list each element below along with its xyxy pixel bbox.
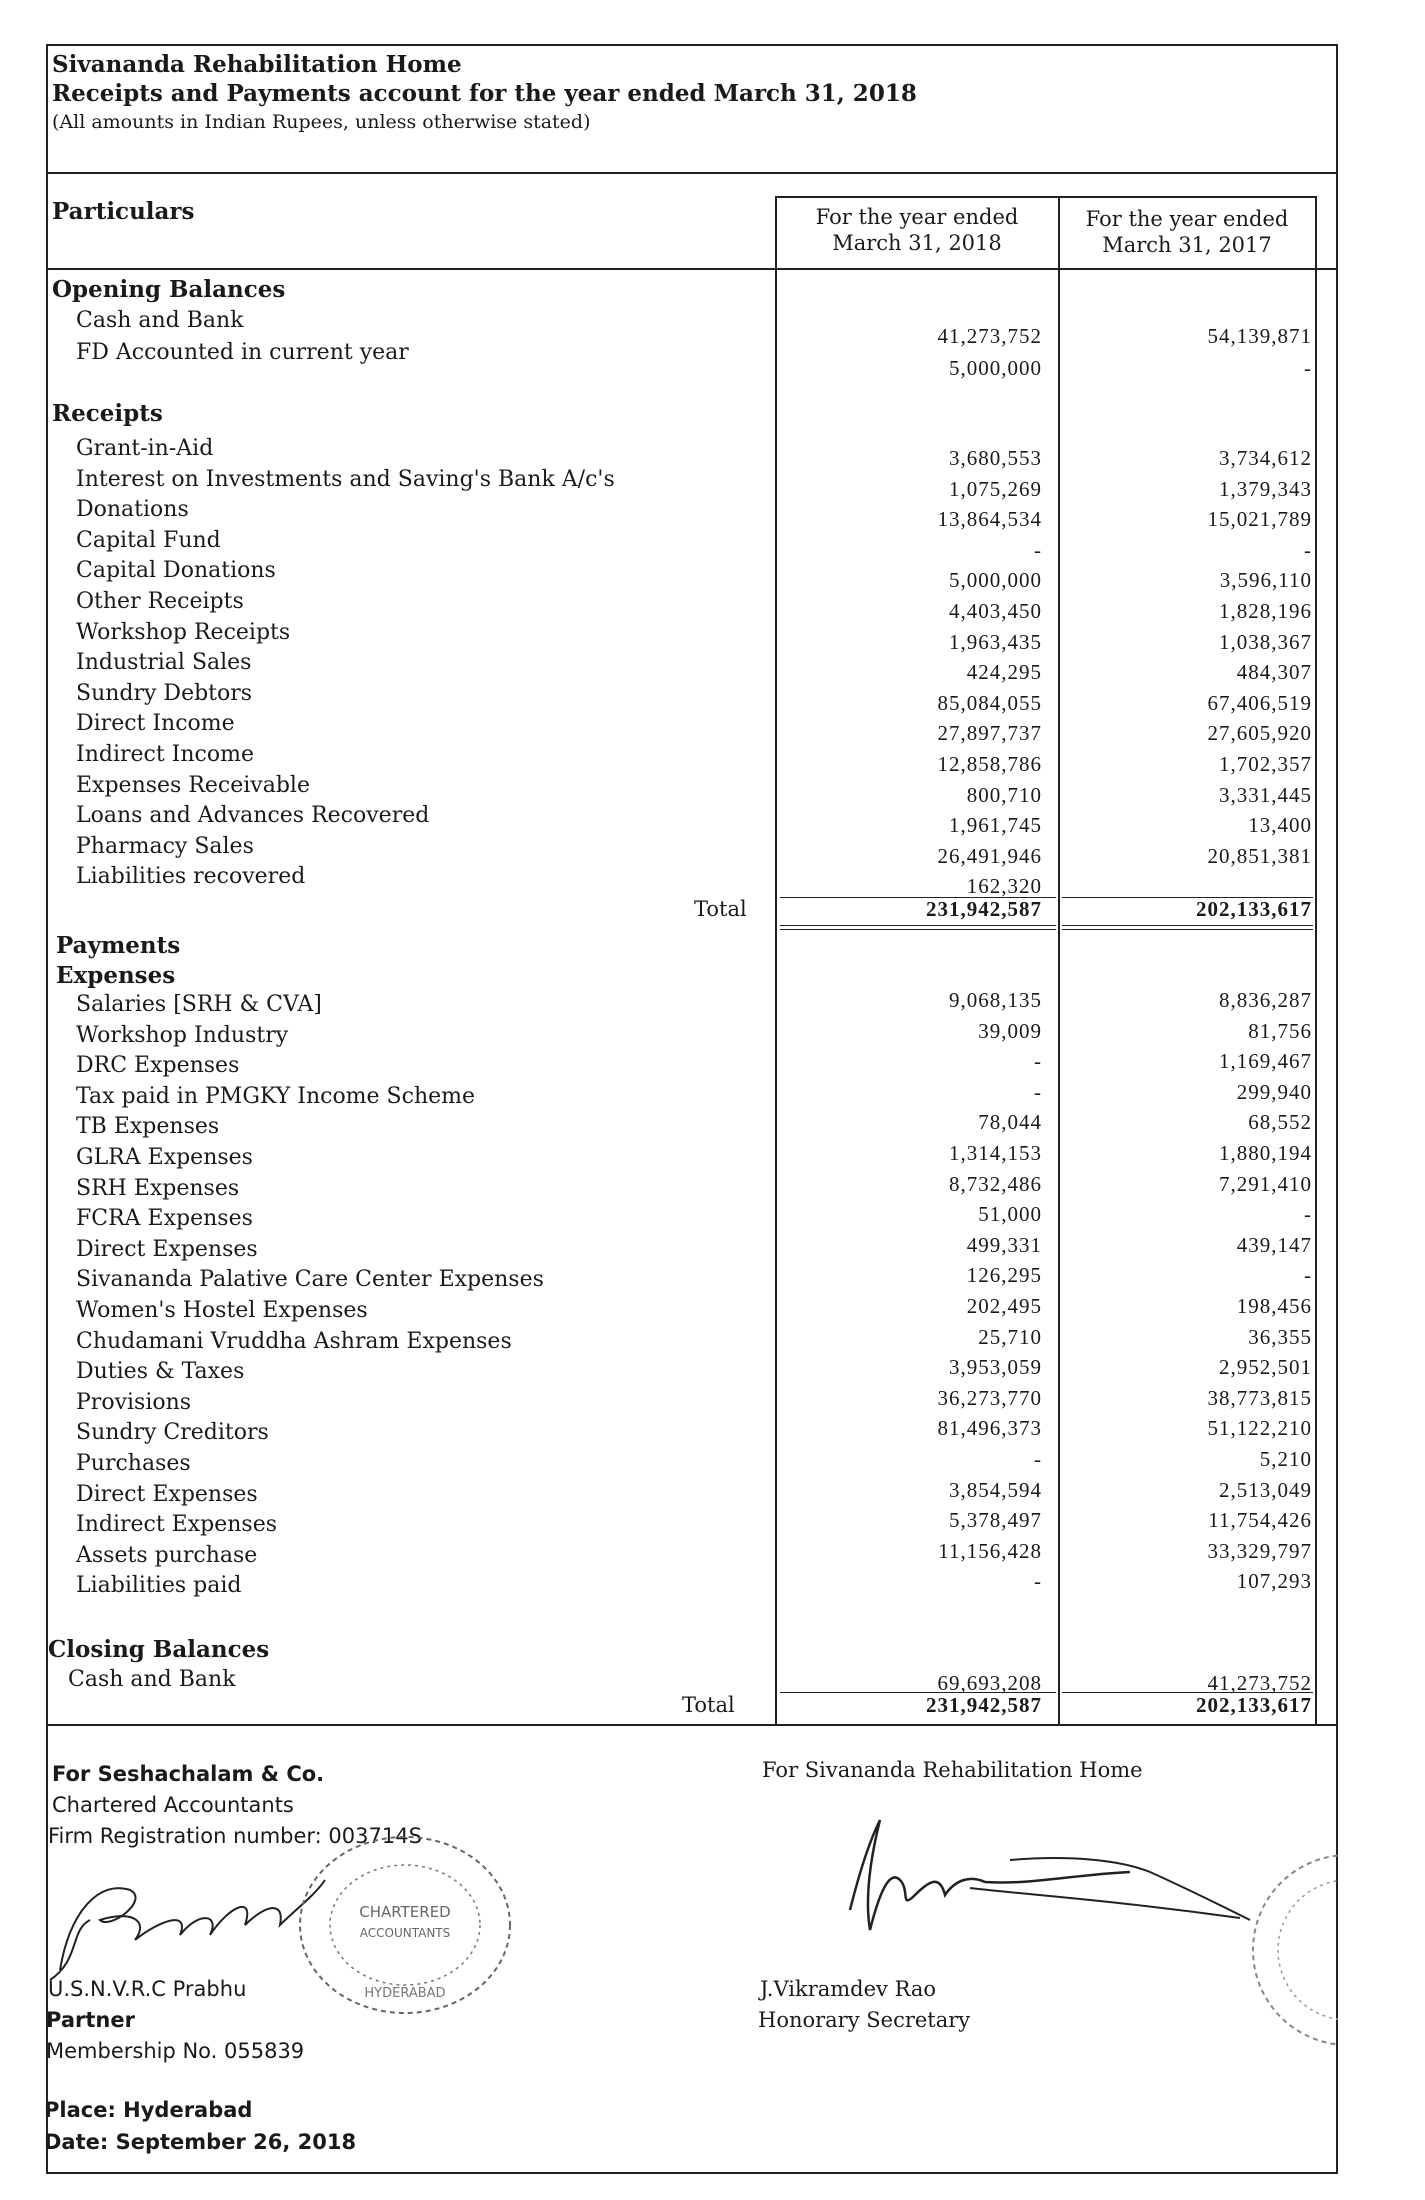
row-label: Liabilities recovered bbox=[76, 864, 306, 890]
row-value-2017: - bbox=[1304, 1202, 1312, 1227]
currency-note: (All amounts in Indian Rupees, unless otherwise stated) bbox=[52, 111, 591, 133]
row-value-2018: 36,273,770 bbox=[937, 1385, 1042, 1410]
row-value-2018: 81,496,373 bbox=[937, 1416, 1042, 1441]
row-label: Direct Income bbox=[76, 711, 235, 737]
row-value-2018: 5,000,000 bbox=[949, 568, 1042, 593]
row-value-2018: 51,000 bbox=[978, 1202, 1042, 1227]
row-label: Donations bbox=[76, 497, 189, 523]
row-value-2018: 4,403,450 bbox=[949, 599, 1042, 623]
row-label: Provisions bbox=[76, 1389, 192, 1415]
row-value-2017: 5,210 bbox=[1259, 1447, 1312, 1471]
row-value-2018: 202,495 bbox=[966, 1294, 1042, 1318]
row-value-2017: - bbox=[1304, 356, 1312, 380]
section-subtitle: Expenses bbox=[56, 962, 176, 989]
svg-text:CHARTERED: CHARTERED bbox=[359, 1903, 451, 1921]
col-2018-header: For the year ended March 31, 2018 bbox=[815, 205, 1019, 255]
row-value-2017: 3,596,110 bbox=[1219, 568, 1312, 593]
row-value-2017: 198,456 bbox=[1236, 1294, 1312, 1318]
row-value-2017: 8,836,287 bbox=[1219, 988, 1312, 1012]
row-label: Direct Expenses bbox=[76, 1481, 258, 1507]
row-value-2017: 38,773,815 bbox=[1207, 1385, 1312, 1410]
row-value-2018: - bbox=[1034, 537, 1042, 562]
row-value-2017: 3,331,445 bbox=[1219, 782, 1312, 807]
row-value-2017: 2,513,049 bbox=[1219, 1477, 1312, 1502]
row-value-2017: 1,038,367 bbox=[1219, 629, 1312, 654]
row-label: Sundry Creditors bbox=[76, 1420, 269, 1446]
col-head-top-rule bbox=[775, 196, 1315, 198]
organisation-seal bbox=[1238, 1840, 1338, 2060]
row-value-2018: 1,075,269 bbox=[949, 476, 1042, 501]
total-rule-2018 bbox=[780, 925, 1056, 926]
row-label: Loans and Advances Recovered bbox=[76, 803, 430, 829]
secretary-title: Honorary Secretary bbox=[758, 2008, 971, 2032]
row-value-2017: 81,756 bbox=[1248, 1018, 1312, 1043]
row-label: Pharmacy Sales bbox=[76, 833, 254, 859]
row-label: Duties & Taxes bbox=[76, 1359, 245, 1385]
row-value-2018: 3,953,059 bbox=[949, 1355, 1042, 1380]
section-title: Opening Balances bbox=[52, 276, 286, 303]
row-value-2017: 15,021,789 bbox=[1207, 507, 1312, 532]
row-value-2017: 484,307 bbox=[1236, 660, 1312, 685]
row-value-2018: 12,858,786 bbox=[937, 752, 1042, 776]
row-value-2018: 69,693,208 bbox=[937, 1671, 1042, 1695]
row-value-2018: 499,331 bbox=[966, 1232, 1042, 1257]
row-label: Chudamani Vruddha Ashram Expenses bbox=[76, 1328, 512, 1354]
total-2018: 231,942,587 bbox=[926, 897, 1042, 921]
col-2017-header: For the year ended March 31, 2017 bbox=[1085, 207, 1289, 257]
row-label: Industrial Sales bbox=[76, 650, 252, 676]
col-divider-3 bbox=[1315, 196, 1317, 1724]
row-value-2017: 11,754,426 bbox=[1208, 1508, 1312, 1533]
row-value-2018: 39,009 bbox=[978, 1018, 1042, 1043]
total-2018: 231,942,587 bbox=[926, 1693, 1042, 1717]
row-label: Sundry Debtors bbox=[76, 680, 253, 706]
total-double-rule-2017 bbox=[1062, 929, 1313, 930]
total-2017: 202,133,617 bbox=[1196, 897, 1312, 921]
row-label: SRH Expenses bbox=[76, 1175, 240, 1201]
total-rule-2017 bbox=[1062, 925, 1313, 926]
row-value-2018: 8,732,486 bbox=[949, 1171, 1042, 1196]
row-value-2017: 1,828,196 bbox=[1219, 599, 1312, 623]
row-value-2018: 424,295 bbox=[966, 660, 1042, 685]
row-value-2018: - bbox=[1034, 1569, 1042, 1594]
row-value-2018: 25,710 bbox=[978, 1324, 1042, 1349]
row-label: FD Accounted in current year bbox=[76, 340, 409, 365]
total-double-rule-2018 bbox=[780, 929, 1056, 930]
row-value-2017: 13,400 bbox=[1248, 813, 1312, 838]
row-value-2017: - bbox=[1304, 537, 1312, 562]
row-value-2017: 3,734,612 bbox=[1219, 446, 1312, 470]
row-value-2018: 11,156,428 bbox=[938, 1538, 1042, 1563]
row-label: Expenses Receivable bbox=[76, 772, 310, 798]
row-value-2018: 3,854,594 bbox=[949, 1477, 1042, 1502]
row-value-2018: 800,710 bbox=[966, 782, 1042, 807]
membership-number: Membership No. 055839 bbox=[46, 2039, 305, 2063]
row-label: Grant-in-Aid bbox=[76, 436, 214, 461]
statement-header bbox=[52, 50, 917, 137]
total-2017: 202,133,617 bbox=[1196, 1693, 1312, 1717]
row-value-2018: 162,320 bbox=[966, 874, 1042, 899]
row-value-2017: 51,122,210 bbox=[1207, 1416, 1312, 1441]
row-value-2018: - bbox=[1034, 1447, 1042, 1471]
row-value-2018: 78,044 bbox=[978, 1110, 1042, 1135]
row-value-2017: 1,702,357 bbox=[1219, 752, 1312, 776]
column-header-rule bbox=[46, 268, 1338, 270]
row-value-2018: 3,680,553 bbox=[949, 446, 1042, 470]
row-label: FCRA Expenses bbox=[76, 1206, 253, 1232]
row-label: Purchases bbox=[76, 1451, 191, 1476]
row-label: TB Expenses bbox=[76, 1114, 220, 1140]
row-value-2017: 36,355 bbox=[1248, 1324, 1312, 1349]
row-value-2017: 68,552 bbox=[1248, 1110, 1312, 1135]
row-label: Indirect Expenses bbox=[76, 1512, 278, 1538]
row-value-2018: 5,378,497 bbox=[949, 1508, 1042, 1533]
row-value-2017: 7,291,410 bbox=[1219, 1171, 1312, 1196]
firm-registration: Firm Registration number: 003714S bbox=[48, 1824, 422, 1848]
org-name: Sivananda Rehabilitation Home bbox=[52, 51, 462, 78]
row-label: GLRA Expenses bbox=[76, 1145, 253, 1170]
row-value-2017: 439,147 bbox=[1236, 1232, 1312, 1257]
row-label: Direct Expenses bbox=[76, 1236, 258, 1262]
col-divider-1 bbox=[775, 196, 777, 1724]
row-value-2018: 1,963,435 bbox=[949, 629, 1042, 654]
row-value-2018: 41,273,752 bbox=[937, 324, 1042, 348]
row-value-2017: 20,851,381 bbox=[1207, 843, 1312, 868]
secretary-signature bbox=[770, 1800, 1270, 1960]
auditor-stamp bbox=[290, 1825, 520, 2025]
place: Place: Hyderabad bbox=[44, 2098, 253, 2122]
row-value-2018: - bbox=[1034, 1079, 1042, 1104]
row-label: Women's Hostel Expenses bbox=[76, 1298, 368, 1323]
row-label: Cash and Bank bbox=[76, 308, 244, 333]
total-label: Total bbox=[694, 897, 747, 921]
row-value-2018: 27,897,737 bbox=[937, 721, 1042, 746]
row-value-2017: 107,293 bbox=[1236, 1569, 1312, 1594]
section-title: Closing Balances bbox=[48, 1636, 270, 1663]
row-value-2018: 26,491,946 bbox=[937, 843, 1042, 868]
row-value-2017: 1,169,467 bbox=[1219, 1049, 1312, 1074]
row-label: Tax paid in PMGKY Income Scheme bbox=[76, 1083, 476, 1109]
row-value-2017: 33,329,797 bbox=[1207, 1538, 1312, 1563]
footer-rule bbox=[46, 1724, 1338, 1726]
auditor-partner-title: Partner bbox=[46, 2008, 135, 2032]
statement-title: Receipts and Payments account for the year ended March 31, 2018 bbox=[52, 80, 917, 107]
row-label: Liabilities paid bbox=[76, 1573, 242, 1599]
row-value-2017: 41,273,752 bbox=[1207, 1671, 1312, 1695]
row-label: Indirect Income bbox=[76, 742, 254, 767]
row-label: DRC Expenses bbox=[76, 1053, 240, 1079]
row-label: Salaries [SRH & CVA] bbox=[76, 992, 322, 1017]
svg-text:ACCOUNTANTS: ACCOUNTANTS bbox=[359, 1926, 451, 1940]
particulars-header: Particulars bbox=[52, 198, 195, 225]
row-value-2018: 13,864,534 bbox=[937, 507, 1042, 532]
row-label: Capital Fund bbox=[76, 527, 221, 553]
auditor-role: Chartered Accountants bbox=[52, 1793, 294, 1817]
row-value-2018: 85,084,055 bbox=[937, 690, 1042, 715]
date: Date: September 26, 2018 bbox=[44, 2130, 357, 2154]
row-label: Workshop Industry bbox=[76, 1022, 289, 1048]
section-title: Payments bbox=[56, 932, 181, 959]
row-label: Other Receipts bbox=[76, 589, 244, 614]
row-value-2017: 1,379,343 bbox=[1219, 476, 1312, 501]
row-label: Sivananda Palative Care Center Expenses bbox=[76, 1267, 544, 1293]
row-value-2017: 2,952,501 bbox=[1219, 1355, 1312, 1380]
row-value-2018: 5,000,000 bbox=[949, 356, 1042, 380]
auditor-firm: For Seshachalam & Co. bbox=[52, 1762, 325, 1786]
row-label: Interest on Investments and Saving's Bank A/c's bbox=[76, 466, 615, 492]
row-label: Workshop Receipts bbox=[76, 619, 291, 645]
secretary-name: J.Vikramdev Rao bbox=[760, 1977, 937, 2001]
row-value-2017: 67,406,519 bbox=[1207, 690, 1312, 715]
svg-text:HYDERABAD: HYDERABAD bbox=[364, 1986, 446, 2001]
row-value-2018: 1,314,153 bbox=[949, 1141, 1042, 1165]
org-signatory-heading: For Sivananda Rehabilitation Home bbox=[762, 1758, 1143, 1782]
row-value-2018: 9,068,135 bbox=[949, 988, 1042, 1012]
row-value-2017: 27,605,920 bbox=[1207, 721, 1312, 746]
row-label: Assets purchase bbox=[76, 1542, 258, 1568]
row-value-2018: 126,295 bbox=[966, 1263, 1042, 1288]
row-value-2017: 1,880,194 bbox=[1219, 1141, 1312, 1165]
row-value-2017: - bbox=[1304, 1263, 1312, 1288]
row-value-2018: - bbox=[1034, 1049, 1042, 1074]
row-value-2018: 1,961,745 bbox=[949, 813, 1042, 838]
row-label: Cash and Bank bbox=[68, 1667, 236, 1692]
row-label: Capital Donations bbox=[76, 558, 276, 584]
row-value-2017: 54,139,871 bbox=[1207, 324, 1312, 348]
section-title: Receipts bbox=[52, 400, 163, 427]
header-rule bbox=[46, 172, 1338, 174]
total-label: Total bbox=[682, 1693, 735, 1717]
auditor-partner-name: U.S.N.V.R.C Prabhu bbox=[48, 1977, 247, 2001]
row-value-2017: 299,940 bbox=[1236, 1079, 1312, 1104]
